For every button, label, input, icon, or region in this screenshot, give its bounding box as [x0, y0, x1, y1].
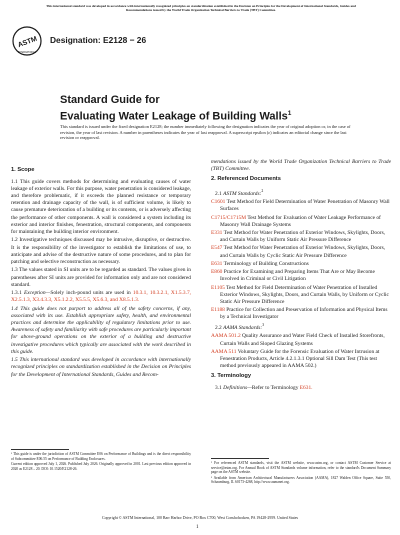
para-3-1 [211, 385, 391, 392]
ref-text: Quality Assurance and Water Field Check of Installed Storefronts, Curtain Walls and Sloped Glazing Systems [220, 333, 385, 347]
svg-text:INTERNATIONAL: INTERNATIONAL [17, 52, 37, 54]
footnotes-left [11, 452, 191, 471]
para-1-3: 1.3 The values stated in SI units are to be regarded as standard. The values given in parentheses after SI units are provided for information only and are not considered standard. [11, 267, 191, 288]
page-number: 1 [196, 524, 199, 530]
para-3-1-label: 3.1 [215, 385, 222, 392]
ref-text: Test Method for Water Penetration of Exterior Windows, Skylights, Doors, and Curtain Walls by Uniform Static Air Pressure Difference [220, 230, 386, 244]
ref-link-e547[interactable]: E547 [211, 245, 223, 252]
terminology-heading: 3. Terminology [211, 373, 252, 380]
ref-item [211, 349, 391, 370]
aama-standards-num: 2.2 [215, 325, 222, 332]
ref-item [211, 230, 391, 244]
footnote-divider-right [211, 458, 269, 459]
ref-link-e860[interactable]: E860 [211, 269, 223, 276]
para-1-3-1-label: 1.3.1 [11, 290, 22, 297]
ref-text: Test Method for Field Determination of Water Penetration of Masonry Wall Surfaces [220, 199, 390, 213]
footnotes-right [211, 461, 391, 485]
para-1-5: 1.5 This international standard was developed in accordance with internationally recognized principles on standardization established in the Decision on Principles for the Development of International Standards, Guides and Recom- [11, 357, 191, 378]
aama-standards-sup: 3 [262, 323, 265, 328]
ref-item [211, 199, 391, 213]
copyright-notice: Copyright © ASTM International, 100 Barr Harbor Drive, PO Box C700, West Conshohocken, PA 19428-2959. United States [102, 516, 298, 520]
issued-note: This standard is issued under the fixed designation E2128; the number immediately following the designation indicates the year of original adoption or, in the case of revision, the year of last revision. A number in parentheses indicates the year of last reapproval. A superscript epsilon (ε) indicates an editorial change since the last revision or reapproval. [60, 124, 351, 141]
para-1-4: 1.4 This guide does not purport to address all of the safety concerns, if any, associated with its use. Establish appropriate safety, health, and environmental practices and determine the applicability of regulatory limitations prior to use. Awareness of safety and familiarity with safe procedures are particularly important for above-ground operations on the exterior of a building and destructive investigative procedures which typically are associated with the work described in this guide. [11, 306, 191, 355]
ref-text: Practice for Collection and Preservation of Information and Physical Items by a Technical Investigator [220, 306, 388, 321]
astm-standards-label [211, 188, 391, 198]
designation: Designation: E2128 − 26 [50, 35, 147, 45]
left-column [11, 164, 191, 380]
ref-text: Test Method for Field Determination of Water Penetration of Installed Exterior Windows, Skylights, Doors, and Curtain Walls, by Uniform or Cyclic Static Air Pressure Difference [220, 284, 389, 305]
svg-text:ASTM: ASTM [16, 35, 39, 50]
ref-text: Test Method for Water Penetration of Exterior Windows, Skylights, Doors, and Curtain Walls by Cyclic Static Air Pressure Difference [220, 245, 386, 259]
ref-text: Voluntary Guide for the Forensic Evaluation of Water Intrusion at Fenestration Products, Article 4.2.1.3.1 Optional Sill Dam Test (This test method previously appeared in AAMA 502.) [220, 348, 380, 369]
referenced-docs-heading: 2. Referenced Documents [211, 176, 281, 183]
ref-link-e631[interactable]: E631 [211, 260, 223, 267]
scope-heading: 1. Scope [11, 167, 35, 173]
ref-link-e331[interactable]: E331 [211, 230, 223, 237]
right-column [211, 159, 391, 393]
title-footnote-marker: 1 [287, 110, 292, 117]
aama-standards-label [211, 322, 391, 332]
footnote-divider-left [11, 449, 69, 450]
astm-logo-icon [12, 24, 42, 58]
astm-standards-sup: 2 [261, 189, 264, 194]
ref-link-e1188[interactable]: E1188 [211, 306, 225, 313]
ref-text: Practice for Examining and Preparing Items That Are or May Become Involved in Criminal or Civil Litigation [220, 269, 375, 283]
para-1-3-1 [11, 290, 191, 304]
definitions-label: Definitions— [223, 385, 252, 392]
ref-item [211, 261, 391, 268]
exception-text: Solely inch-pound units are used in [50, 290, 131, 297]
ref-text: Test Method for Evaluation of Water Leakage Performance of Masonry Wall Drainage Systems [220, 214, 381, 228]
ref-link-c1715[interactable]: C1715/C1715M [211, 214, 247, 221]
ref-item [211, 285, 391, 306]
para-1-2: 1.2 Investigative techniques discussed may be intrusive, disruptive, or destructive. It is the responsibility of the investigator to establish the limitations of use, to anticipate and advise of the destructive nature of some procedures, and to plan for patching and selective reconstruction as necessary. [11, 237, 191, 265]
ref-text: Terminology of Building Constructions [223, 260, 309, 267]
terminology-link-e631[interactable]: E631. [299, 385, 313, 392]
ref-link-aama-511[interactable]: AAMA 511 [211, 348, 237, 355]
ref-link-e1105[interactable]: E1105 [211, 284, 225, 291]
ref-item [211, 245, 391, 259]
ref-item [211, 215, 391, 229]
definitions-text: Refer to Terminology [251, 385, 299, 392]
ref-item [211, 333, 391, 347]
ref-item [211, 307, 391, 321]
ref-item [211, 269, 391, 283]
footnote-1: ¹ This guide is under the jurisdiction of ASTM Committee E06 on Performance of Buildings and is the direct responsibility of Subcommittee E06.55 on Performance of Building Enclosures. [11, 452, 191, 461]
exception-refs-link[interactable]: 10.3.1, 10.3.2.1, X1.5.3.7, X2.5.1.3, X3.4.3.3, X5.1.2.2, X5.5.5, X5.6.3, and X8.5.1.3. [11, 290, 191, 304]
astm-standards-text: ASTM Standards: [223, 191, 262, 198]
ref-link-aama-501-2[interactable]: AAMA 501.2 [211, 333, 241, 340]
para-1-5-cont: mendations issued by the World Trade Organization Technical Barriers to Trade (TBT) Committee. [211, 159, 391, 173]
footnote-3: ³ Available from American Architectural Manufacturers Association (AAMA), 1827 Walden Office Square, Suite 550, Schaumburg, IL 60173-4268, http://www.aamanet.org. [211, 475, 391, 485]
astm-standards-num: 2.1 [215, 191, 222, 198]
ref-link-c1601[interactable]: C1601 [211, 199, 226, 206]
title-line-2: Evaluating Water Leakage of Building Walls [60, 110, 288, 123]
footnote-2: ² For referenced ASTM standards, visit the ASTM website, www.astm.org, or contact ASTM Customer Service at service@astm.org. For Annual Book of ASTM Standards volume information, refer to the standard's Document Summary page on the ASTM website. [211, 461, 391, 475]
footnote-1-edition: Current edition approved July 1, 2026. Published July 2026. Originally approved in 2001. Last previous edition approved in 2020 as E2128 – 20. DOI: 10.1520/E2128-26. [11, 462, 191, 471]
header-notice: This international standard was developed in accordance with internationally recognized principles on standardization established in the Decision on Principles for the Development of International Standards, Guides and Recommendations issued by the World Trade Organization Technical Barriers to Trade (TBT) Committee. [46, 4, 356, 13]
para-1-1: 1.1 This guide covers methods for determining and evaluating causes of water leakage of exterior walls. For this purpose, water penetration is considered leakage, and therefore problematic, if it exceeds the planned resistance or temporary retention and drainage capacity of the wall, is of sufficient volume, is likely to cause premature deterioration of a building or its contents, or is adversely affecting the performance of other components. A wall is considered a system including its exterior and interior finishes, fenestration, structural components, and components for maintaining the building interior environment. [11, 179, 191, 235]
title-line-1: Standard Guide for [60, 94, 160, 106]
page-title [60, 94, 360, 124]
exception-label: Exception— [23, 290, 51, 297]
aama-standards-text: AAMA Standards: [223, 325, 263, 332]
